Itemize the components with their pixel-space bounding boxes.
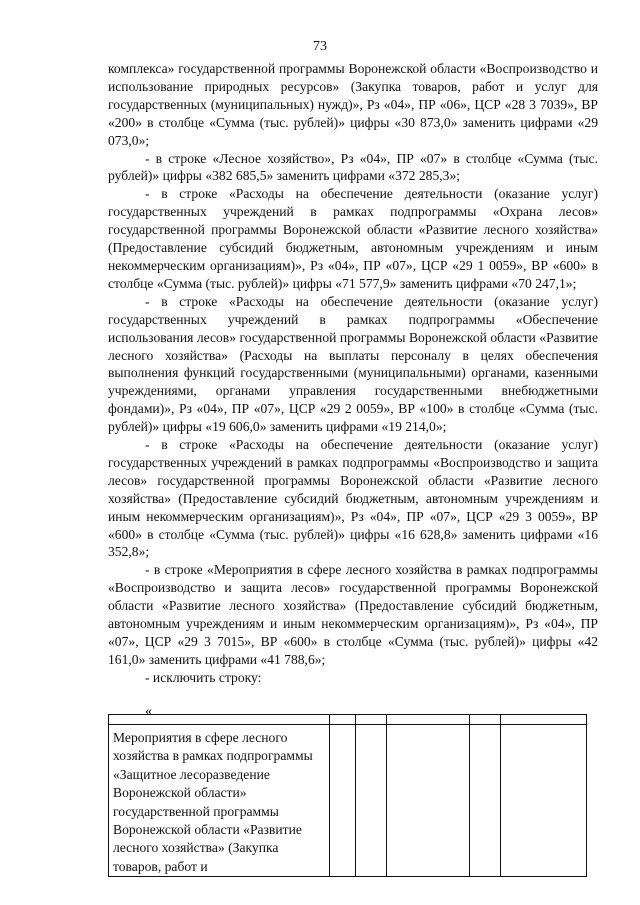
table-cell [356, 715, 387, 725]
excluded-row-table [108, 714, 587, 877]
body-text [108, 60, 598, 687]
paragraph-4: - в строке «Расходы на обеспечение деятельности (оказание услуг) государственных учреждений в рамках подпрограммы «Обеспечение использования лесов» государственной программы Воронежской области «Развитие лесного хозяйства» (Расходы на выплаты персоналу в целях обеспечения выполнения функций государственными (муниципальными) органами, казенными учреждениями, органами управления государственными внебюджетными фондами)», Рз «04», ПР «07», ЦСР «29 2 0059», ВР «100» в столбце «Сумма (тыс. рублей)» цифры «19 606,0» заменить цифрами «19 214,0»; [108, 293, 598, 435]
table-cell [330, 725, 356, 877]
table-top-row [109, 715, 587, 725]
table-cell [501, 725, 587, 877]
table-cell [387, 715, 470, 725]
paragraph-6: - в строке «Мероприятия в сфере лесного хозяйства в рамках подпрограммы «Воспроизводство и защита лесов» государственной программы Воронежской области «Развитие лесного хозяйства» (Предоставление субсидий бюджетным, автономным учреждениям и иным некоммерческим организациям)», Рз «04», ПР «07», ЦСР «29 3 7015», ВР «600» в столбце «Сумма (тыс. рублей)» цифры «42 161,0» заменить цифрами «41 788,6»; [108, 562, 598, 667]
paragraph-5: - в строке «Расходы на обеспечение деятельности (оказание услуг) государственных учреждений в рамках подпрограммы «Воспроизводство и защита лесов» государственной программы Воронежской области «Развитие лесного хозяйства» (Предоставление субсидий бюджетным, автономным учреждениям и иным некоммерческим организациям)», Рз «04», ПР «07», ЦСР «29 3 0059», ВР «600» в столбце «Сумма (тыс. рублей)» цифры «16 628,8» заменить цифрами «16 352,8»; [108, 437, 598, 560]
table-cell [387, 725, 470, 877]
table-cell [470, 715, 501, 725]
table-cell [330, 715, 356, 725]
opening-quote: « [145, 704, 152, 719]
table-cell [501, 715, 587, 725]
table-row [109, 725, 587, 877]
table-cell [470, 725, 501, 877]
paragraph-3: - в строке «Расходы на обеспечение деятельности (оказание услуг) государственных учреждений в рамках подпрограммы «Охрана лесов» государственной программы Воронежской области «Развитие лесного хозяйства» (Предоставление субсидий бюджетным, автономным учреждениям и иным некоммерческим организациям)», Рз «04», ПР «07», ЦСР «29 1 0059», ВР «600» в столбце «Сумма (тыс. рублей)» цифры «71 577,9» заменить цифрами «70 247,1»; [108, 186, 598, 291]
paragraph-2: - в строке «Лесное хозяйство», Рз «04», ПР «07» в столбце «Сумма (тыс. рублей)» цифры «382 685,5» заменить цифрами «372 285,3»; [108, 150, 598, 184]
table-cell [356, 725, 387, 877]
page-number: 73 [313, 39, 327, 54]
paragraph-7: - исключить строку: [145, 669, 262, 685]
paragraph-1: комплекса» государственной программы Воронежской области «Воспроизводство и использование природных ресурсов» (Закупка товаров, работ и услуг для государственных (муниципальных) нужд)», Рз «04», ПР «06», ЦСР «28 3 7039», ВР «200» в столбце «Сумма (тыс. рублей)» цифры «30 873,0» заменить цифрами «29 073,0»; [108, 61, 598, 148]
table-cell [109, 715, 330, 725]
table-cell-name: Мероприятия в сфере лесного хозяйства в рамках подпрограммы «Защитное лесоразведение Воронежской области» государственной программы Воронежской области «Развитие лесного хозяйства» (Закупка товаров, работ и [109, 725, 330, 877]
